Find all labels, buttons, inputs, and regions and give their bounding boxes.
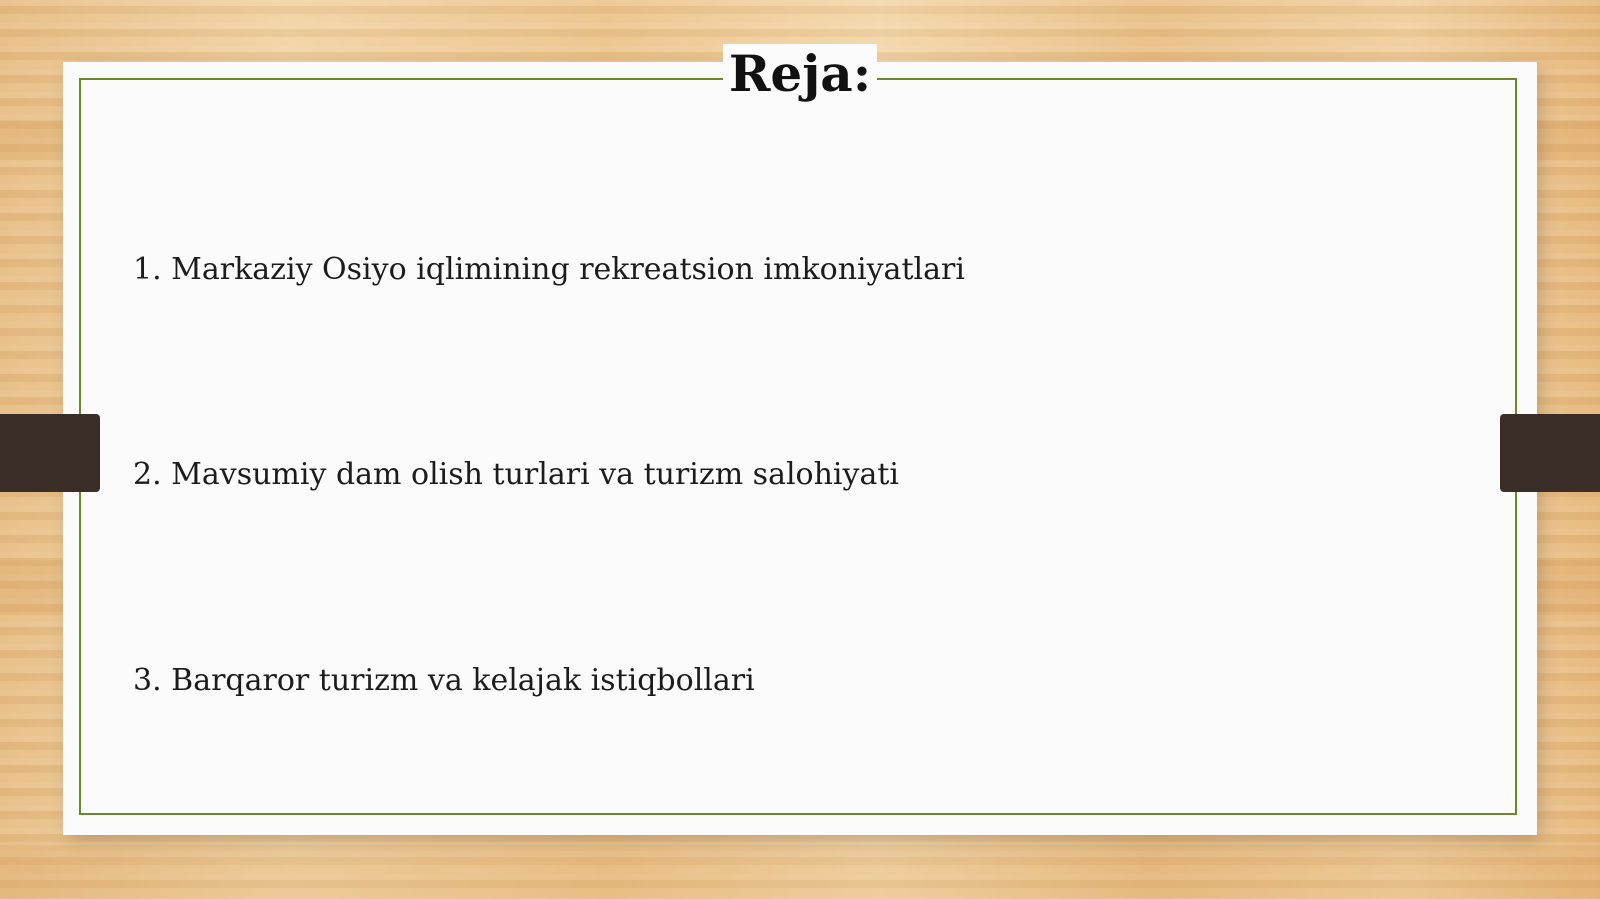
slide-title (0, 44, 1600, 104)
wood-grain-band (0, 845, 1600, 899)
slide-frame (79, 78, 1517, 815)
slide-card (63, 62, 1537, 835)
plan-item-1: 1. Markaziy Osiyo iqlimining rekreatsion imkoniyatlari (133, 252, 965, 287)
slide-title-text: Reja: (723, 44, 877, 103)
plan-item-3: 3. Barqaror turizm va kelajak istiqbollari (133, 663, 755, 698)
right-binder-tab (1500, 414, 1600, 492)
left-binder-tab (0, 414, 100, 492)
plan-item-2: 2. Mavsumiy dam olish turlari va turizm salohiyati (133, 457, 900, 492)
